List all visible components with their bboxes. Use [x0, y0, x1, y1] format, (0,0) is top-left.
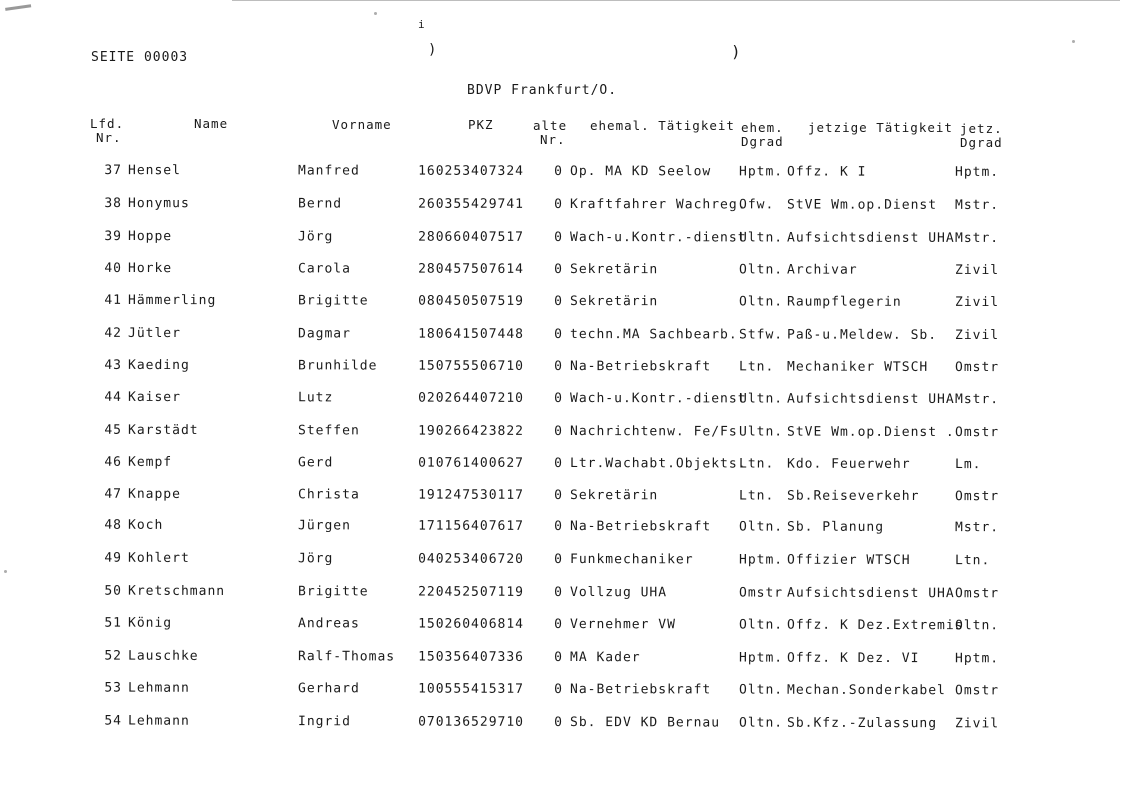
former-rank: Hptm.: [738, 650, 784, 666]
pkz-number: 191247530117: [418, 487, 525, 503]
former-rank: Oltn.: [738, 617, 784, 633]
table-row: [0, 229, 1135, 252]
row-number: 54: [104, 713, 123, 729]
row-number: 49: [104, 550, 123, 566]
current-activity: Offizier WTSCH: [786, 552, 911, 569]
former-rank: Oltn.: [738, 519, 784, 535]
surname: Kempf: [127, 454, 173, 470]
old-number: 0: [554, 518, 564, 534]
former-rank: Ltn.: [738, 488, 775, 504]
old-number: 0: [554, 681, 564, 697]
surname: Kretschmann: [127, 583, 226, 599]
current-activity: Sb.Reiseverkehr: [786, 488, 920, 504]
header-lfd: Lfd.: [90, 116, 125, 131]
table-row: [0, 486, 1135, 509]
current-rank: Mstr.: [954, 197, 1000, 213]
former-rank: Ltn.: [738, 456, 775, 472]
table-row: [0, 680, 1135, 704]
first-name: Lutz: [297, 390, 334, 406]
first-name: Brigitte: [297, 584, 369, 600]
current-rank: Zivil: [954, 262, 1000, 278]
surname: Koch: [127, 517, 164, 533]
current-rank: Lm.: [954, 457, 982, 473]
current-activity: Mechaniker WTSCH: [786, 359, 929, 375]
old-number: 0: [554, 390, 564, 406]
header-ehem: ehem.: [741, 120, 784, 135]
former-rank: Hptm.: [738, 552, 784, 568]
old-number: 0: [554, 163, 564, 179]
surname: König: [127, 615, 173, 631]
former-rank: Stfw.: [738, 327, 784, 343]
former-activity: Vernehmer VW: [569, 617, 676, 633]
old-number: 0: [554, 229, 564, 245]
row-number: 42: [104, 325, 123, 341]
pkz-number: 260355429741: [418, 196, 525, 212]
scan-corner-mark: [5, 4, 33, 22]
pkz-number: 160253407324: [418, 163, 525, 179]
table-row: [0, 293, 1135, 316]
first-name: Christa: [297, 487, 360, 503]
pkz-number: 280457507614: [418, 261, 525, 277]
first-name: Andreas: [297, 616, 360, 632]
pkz-number: 020264407210: [418, 390, 525, 406]
table-row: [0, 648, 1135, 672]
former-activity: Na-Betriebskraft: [569, 519, 712, 535]
old-number: 0: [554, 487, 564, 503]
old-number: 0: [554, 326, 564, 342]
table-row: [0, 550, 1135, 573]
surname: Hämmerling: [127, 292, 217, 309]
current-activity: StVE Wm.op.Dienst: [786, 197, 938, 213]
current-activity: Mechan.Sonderkabel: [786, 682, 946, 699]
first-name: Jörg: [297, 229, 334, 245]
first-name: Gerhard: [297, 681, 360, 697]
current-activity: Sb.Kfz.-Zulassung: [786, 715, 938, 732]
former-activity: Sekretärin: [569, 262, 659, 278]
pkz-number: 010761400627: [418, 455, 525, 471]
office-title: BDVP Frankfurt/O.: [467, 83, 618, 98]
former-rank: Omstr: [738, 585, 784, 601]
former-activity: Op. MA KD Seelow: [569, 164, 712, 180]
first-name: Dagmar: [297, 326, 351, 342]
table-row: [0, 713, 1135, 737]
former-rank: Oltn.: [738, 682, 784, 698]
surname: Hoppe: [127, 229, 173, 245]
current-activity: Aufsichtsdienst UHA: [786, 230, 955, 246]
row-number: 39: [104, 228, 123, 245]
former-rank: Ultn.: [738, 424, 784, 440]
former-activity: Wach-u.Kontr.-dienst: [569, 230, 747, 246]
former-rank: Oltn.: [738, 715, 784, 731]
row-number: 44: [104, 389, 123, 405]
surname: Kohlert: [127, 550, 190, 566]
surname: Honymus: [127, 196, 190, 212]
current-rank: Hptm.: [954, 651, 1000, 667]
pkz-number: 220452507119: [418, 584, 525, 600]
former-rank: Oltn.: [738, 262, 784, 278]
first-name: Brunhilde: [297, 358, 378, 374]
former-activity: Funkmechaniker: [569, 552, 694, 568]
pkz-number: 171156407617: [418, 518, 525, 534]
current-activity: Paß-u.Meldew. Sb.: [786, 327, 938, 343]
table-row: [0, 390, 1135, 413]
header-vorname: Vorname: [332, 117, 392, 132]
first-name: Gerd: [297, 455, 334, 471]
current-rank: Omstr: [954, 586, 1000, 602]
header-jetz-dgrad: Dgrad: [960, 135, 1003, 150]
old-number: 0: [554, 551, 564, 567]
scan-speck: [4, 570, 7, 573]
header-alte-nr: Nr.: [540, 132, 566, 147]
current-rank: Zivil: [954, 294, 1000, 311]
pkz-number: 150260406814: [418, 616, 525, 632]
former-activity: Vollzug UHA: [569, 585, 668, 601]
row-number: 53: [104, 680, 123, 696]
former-rank: Ultn.: [738, 230, 784, 246]
pkz-number: 280660407517: [418, 229, 525, 245]
current-activity: Raumpflegerin: [786, 294, 902, 310]
former-activity: Sb. EDV KD Bernau: [569, 715, 721, 731]
former-activity: techn.MA Sachbearb.: [569, 327, 738, 343]
row-number: 50: [104, 583, 123, 599]
scan-edge-line: [232, 0, 1120, 1]
current-activity: Offz. K I: [786, 164, 867, 180]
scan-paren-mark: ): [428, 42, 437, 58]
first-name: Brigitte: [297, 293, 369, 309]
header-ehemal-taetigkeit: ehemal. Tätigkeit: [590, 118, 735, 133]
header-alte: alte: [533, 118, 568, 133]
surname: Kaeding: [127, 357, 190, 374]
former-rank: Oltn.: [738, 294, 784, 310]
row-number: 37: [104, 163, 123, 179]
header-pkz: PKZ: [468, 117, 494, 132]
old-number: 0: [554, 358, 564, 374]
table-row: [0, 358, 1135, 381]
former-rank: Ofw.: [738, 197, 775, 213]
table-row: [0, 163, 1135, 185]
table-row: [0, 261, 1135, 284]
row-number: 38: [104, 195, 123, 212]
row-number: 48: [104, 517, 123, 533]
current-rank: Omstr: [954, 425, 1000, 441]
current-rank: Omstr: [954, 359, 1000, 376]
first-name: Manfred: [297, 163, 360, 179]
pkz-number: 150356407336: [418, 649, 525, 665]
former-rank: Ltn.: [738, 359, 775, 375]
current-activity: StVE Wm.op.Dienst .: [786, 424, 955, 441]
current-rank: Omstr: [954, 683, 1000, 699]
old-number: 0: [554, 455, 564, 471]
former-activity: Kraftfahrer Wachreg.: [569, 197, 747, 213]
current-rank: Oltn.: [954, 618, 1000, 634]
table-row: [0, 517, 1135, 540]
page-number: SEITE 00003: [91, 50, 189, 65]
old-number: 0: [554, 714, 564, 730]
row-number: 46: [104, 454, 123, 470]
pkz-number: 180641507448: [418, 326, 525, 342]
surname: Jütler: [127, 325, 181, 342]
old-number: 0: [554, 584, 564, 600]
old-number: 0: [554, 293, 564, 309]
current-activity: Aufsichtsdienst UHA: [786, 391, 955, 408]
old-number: 0: [554, 616, 564, 632]
header-ehem-dgrad: Dgrad: [741, 134, 784, 149]
first-name: Jörg: [297, 551, 334, 567]
current-rank: Zivil: [954, 716, 1000, 732]
pkz-number: 100555415317: [418, 681, 525, 697]
current-rank: Omstr: [954, 489, 1000, 505]
table-row: [0, 615, 1135, 638]
current-activity: Offz. K Dez. VI: [786, 650, 920, 667]
former-rank: Ultn.: [738, 391, 784, 407]
surname: Lehmann: [127, 680, 190, 696]
row-number: 40: [104, 260, 123, 276]
former-activity: Nachrichtenw. Fe/Fs: [569, 424, 738, 440]
scan-speck: [374, 12, 377, 15]
first-name: Jürgen: [297, 518, 351, 534]
table-row: [0, 196, 1135, 218]
first-name: Carola: [297, 261, 351, 277]
table-row: [0, 583, 1135, 606]
old-number: 0: [554, 261, 564, 277]
old-number: 0: [554, 649, 564, 665]
row-number: 51: [104, 615, 123, 631]
surname: Lauschke: [127, 648, 199, 664]
surname: Lehmann: [127, 713, 190, 729]
old-number: 0: [554, 196, 564, 212]
first-name: Ingrid: [297, 714, 352, 730]
current-rank: Ltn.: [954, 553, 991, 569]
header-lfd-nr: Nr.: [96, 130, 122, 145]
row-number: 45: [104, 422, 123, 438]
former-activity: Na-Betriebskraft: [569, 682, 712, 698]
old-number: 0: [554, 423, 564, 439]
header-jetzige-taetigkeit: jetzige Tätigkeit: [808, 120, 953, 135]
surname: Hensel: [127, 163, 181, 179]
former-rank: Hptm.: [738, 164, 784, 180]
current-rank: Hptm.: [954, 164, 1000, 180]
row-number: 41: [104, 292, 123, 308]
former-activity: MA Kader: [569, 650, 641, 666]
header-name: Name: [194, 116, 229, 131]
scan-paren-mark: ): [731, 42, 741, 61]
scan-tick-mark: i: [418, 18, 425, 31]
first-name: Ralf-Thomas: [297, 649, 396, 665]
pkz-number: 040253406720: [418, 551, 525, 567]
current-activity: Sb. Planung: [786, 519, 885, 535]
pkz-number: 150755506710: [418, 358, 525, 374]
table-row: [0, 454, 1135, 477]
current-rank: Mstr.: [954, 230, 1000, 246]
current-rank: Mstr.: [954, 520, 1000, 536]
current-activity: Offz. K Dez.Extremis: [786, 617, 964, 634]
current-rank: Mstr.: [954, 392, 1000, 408]
first-name: Bernd: [297, 196, 343, 212]
current-activity: Aufsichtsdienst UHA: [786, 585, 955, 602]
row-number: 43: [104, 357, 123, 373]
scan-speck: [1072, 40, 1075, 43]
row-number: 47: [104, 486, 123, 502]
pkz-number: 070136529710: [418, 714, 525, 730]
pkz-number: 190266423822: [418, 423, 525, 439]
pkz-number: 080450507519: [418, 293, 525, 309]
former-activity: Na-Betriebskraft: [569, 359, 712, 375]
row-number: 52: [104, 648, 123, 664]
surname: Kaiser: [127, 389, 181, 406]
surname: Horke: [127, 260, 173, 277]
current-activity: Archivar: [786, 262, 858, 278]
table-row: [0, 326, 1135, 349]
current-activity: Kdo. Feuerwehr: [786, 456, 911, 472]
table-row: [0, 422, 1135, 445]
former-activity: Sekretärin: [569, 294, 659, 310]
surname: Karstädt: [127, 422, 199, 439]
header-jetz: jetz.: [960, 121, 1003, 136]
former-activity: Sekretärin: [569, 488, 659, 504]
first-name: Steffen: [297, 423, 360, 439]
surname: Knappe: [127, 486, 181, 502]
former-activity: Wach-u.Kontr.-dienst: [569, 391, 747, 407]
current-rank: Zivil: [954, 327, 1000, 344]
former-activity: Ltr.Wachabt.Objekts.: [569, 456, 747, 472]
